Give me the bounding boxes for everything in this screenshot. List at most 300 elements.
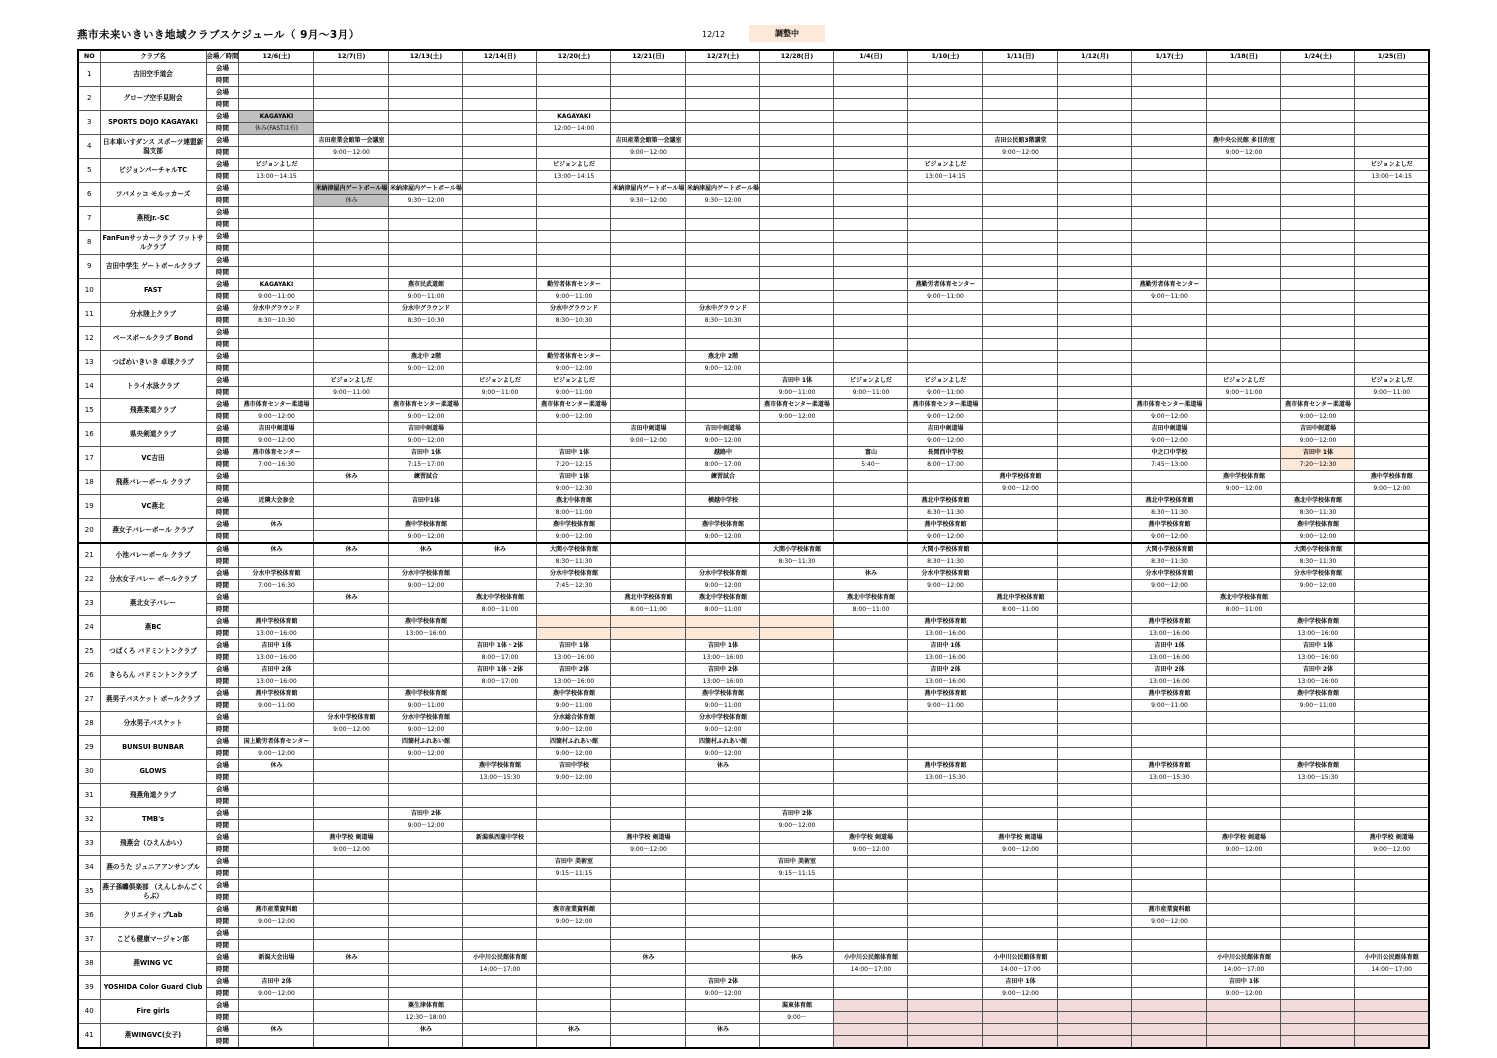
empty-cell (1281, 171, 1355, 183)
empty-cell (239, 928, 314, 940)
venue-label: 会場 (206, 447, 239, 459)
club-row-venue (78, 159, 1429, 171)
venue-label: 会場 (206, 399, 239, 411)
venue-cell: 横越中学校 (686, 495, 760, 507)
empty-cell (1355, 111, 1429, 123)
time-label: 時間 (206, 195, 239, 207)
empty-cell (1281, 339, 1355, 351)
time-cell: 9:00～12:00 (239, 435, 314, 447)
empty-cell (834, 219, 908, 231)
empty-cell (983, 183, 1058, 195)
time-label: 時間 (206, 652, 239, 664)
venue-cell: 勤労者体育センター (537, 279, 611, 291)
empty-cell (983, 339, 1058, 351)
empty-cell (1132, 820, 1207, 832)
time-cell: 9:00～11:00 (1132, 700, 1207, 712)
empty-cell (314, 676, 389, 688)
empty-cell (463, 580, 537, 592)
status-badge: 調整中 (749, 25, 825, 42)
club-number: 14 (78, 375, 100, 399)
club-name: 小池バレーボール クラブ (100, 543, 206, 568)
empty-cell (1058, 988, 1132, 1000)
empty-cell (1355, 195, 1429, 207)
time-cell: 9:00～12:00 (389, 580, 463, 592)
time-cell: 9:00～12:00 (686, 580, 760, 592)
club-row-time (78, 99, 1429, 111)
empty-cell (1281, 375, 1355, 387)
club-row-time (78, 796, 1429, 808)
empty-cell (239, 531, 314, 544)
club-row-time (78, 459, 1429, 471)
empty-cell (1281, 928, 1355, 940)
venue-cell: ビジョンよしだ (1355, 375, 1429, 387)
empty-cell (389, 87, 463, 99)
empty-cell (389, 171, 463, 183)
club-name: つばめいきいき 卓球クラブ (100, 351, 206, 375)
empty-cell (1281, 123, 1355, 135)
time-cell: 9:00～12:00 (537, 772, 611, 784)
empty-cell (1058, 507, 1132, 519)
empty-cell (1207, 916, 1281, 928)
empty-cell (239, 507, 314, 519)
empty-cell (1132, 243, 1207, 255)
empty-cell (1132, 303, 1207, 315)
club-name: TMB's (100, 808, 206, 832)
venue-label: 会場 (206, 880, 239, 892)
time-cell: 9:00～11:00 (1281, 700, 1355, 712)
venue-cell: 富山 (834, 447, 908, 459)
empty-cell (834, 75, 908, 87)
time-cell: 9:00～12:00 (1281, 435, 1355, 447)
venue-cell: ビジョンよしだ (834, 375, 908, 387)
highlight-cell (1058, 1036, 1132, 1049)
empty-cell (983, 519, 1058, 531)
time-cell: 9:00～11:00 (239, 700, 314, 712)
empty-cell (1058, 183, 1132, 195)
empty-cell (834, 556, 908, 568)
empty-cell (834, 147, 908, 159)
time-label: 時間 (206, 459, 239, 471)
empty-cell (1207, 435, 1281, 447)
club-number: 22 (78, 568, 100, 592)
club-row-time (78, 724, 1429, 736)
empty-cell (611, 1036, 686, 1049)
club-row-venue (78, 87, 1429, 99)
highlight-cell (1355, 1012, 1429, 1024)
empty-cell (463, 159, 537, 171)
empty-cell (1355, 147, 1429, 159)
venue-cell: 潟東体育館 (760, 1000, 834, 1012)
empty-cell (1355, 243, 1429, 255)
empty-cell (389, 844, 463, 856)
empty-cell (983, 736, 1058, 748)
empty-cell (760, 988, 834, 1000)
empty-cell (389, 243, 463, 255)
venue-cell: 休み (314, 592, 389, 604)
empty-cell (834, 531, 908, 544)
empty-cell (389, 772, 463, 784)
highlight-cell (686, 628, 760, 640)
venue-cell: ビジョンよしだ (463, 375, 537, 387)
empty-cell (760, 327, 834, 339)
empty-cell (611, 279, 686, 291)
highlight-cell (908, 1000, 983, 1012)
empty-cell (1058, 291, 1132, 303)
venue-cell: 吉田中 2体 (686, 664, 760, 676)
empty-cell (1132, 880, 1207, 892)
empty-cell (983, 375, 1058, 387)
empty-cell (389, 556, 463, 568)
empty-cell (1058, 940, 1132, 952)
empty-cell (1281, 832, 1355, 844)
empty-cell (1207, 772, 1281, 784)
empty-cell (908, 351, 983, 363)
empty-cell (463, 87, 537, 99)
venue-cell: 練習試合 (389, 471, 463, 483)
empty-cell (1281, 291, 1355, 303)
empty-cell (834, 291, 908, 303)
empty-cell (389, 880, 463, 892)
venue-cell: 燕市体育センター柔道場 (239, 399, 314, 411)
venue-cell: ビジョンよしだ (1207, 375, 1281, 387)
empty-cell (389, 219, 463, 231)
empty-cell (686, 135, 760, 147)
venue-cell: 吉田中 1体 (1132, 640, 1207, 652)
time-cell: 9:00～12:00 (611, 147, 686, 159)
empty-cell (686, 772, 760, 784)
empty-cell (611, 543, 686, 556)
empty-cell (463, 928, 537, 940)
highlight-cell (908, 1036, 983, 1049)
empty-cell (686, 868, 760, 880)
empty-cell (760, 748, 834, 760)
time-cell: 9:00～11:00 (537, 700, 611, 712)
col-header-date: 12/14(日) (463, 50, 537, 63)
venue-cell: 燕北中学校体育館 (686, 592, 760, 604)
time-cell: 9:00～12:00 (314, 724, 389, 736)
venue-label: 会場 (206, 183, 239, 195)
empty-cell (1355, 676, 1429, 688)
time-label: 時間 (206, 171, 239, 183)
venue-cell: 吉田中 1体 (537, 640, 611, 652)
empty-cell (537, 988, 611, 1000)
venue-label: 会場 (206, 543, 239, 556)
empty-cell (314, 604, 389, 616)
time-label: 時間 (206, 435, 239, 447)
time-cell: 7:15～17:00 (389, 459, 463, 471)
club-row-time (78, 123, 1429, 135)
empty-cell (1355, 231, 1429, 243)
empty-cell (239, 724, 314, 736)
empty-cell (389, 928, 463, 940)
empty-cell (314, 880, 389, 892)
time-cell: 12:30～18:00 (389, 1012, 463, 1024)
time-cell: 9:00～12:00 (983, 988, 1058, 1000)
empty-cell (834, 928, 908, 940)
empty-cell (1207, 279, 1281, 291)
empty-cell (537, 423, 611, 435)
time-cell: 9:00～12:00 (389, 748, 463, 760)
empty-cell (834, 772, 908, 784)
venue-cell: 休み (686, 760, 760, 772)
empty-cell (1207, 568, 1281, 580)
time-cell: 9:00～12:00 (983, 844, 1058, 856)
empty-cell (389, 904, 463, 916)
empty-cell (1281, 592, 1355, 604)
venue-cell: 燕北中学校体育館 (1281, 495, 1355, 507)
club-number: 18 (78, 471, 100, 495)
empty-cell (463, 459, 537, 471)
venue-cell: 長岡西中学校 (908, 447, 983, 459)
empty-cell (1355, 447, 1429, 459)
club-name: ベースボールクラブ Bond (100, 327, 206, 351)
empty-cell (1281, 243, 1355, 255)
empty-cell (1355, 87, 1429, 99)
club-name: FanFunサッカークラブ フットサルクラブ (100, 231, 206, 255)
venue-label: 会場 (206, 976, 239, 988)
club-row-venue (78, 712, 1429, 724)
club-name: 燕女子バレーボール クラブ (100, 519, 206, 544)
time-cell: 9:00～11:00 (1207, 387, 1281, 399)
empty-cell (1355, 724, 1429, 736)
empty-cell (537, 231, 611, 243)
venue-cell: 吉田中 2体 (537, 664, 611, 676)
club-row-time (78, 820, 1429, 832)
empty-cell (834, 676, 908, 688)
empty-cell (1355, 988, 1429, 1000)
empty-cell (760, 928, 834, 940)
empty-cell (1132, 231, 1207, 243)
empty-cell (463, 171, 537, 183)
club-row-venue (78, 495, 1429, 507)
venue-cell: 吉田中 2体 (389, 808, 463, 820)
empty-cell (611, 519, 686, 531)
empty-cell (1207, 75, 1281, 87)
empty-cell (611, 772, 686, 784)
time-cell: 9:00～11:00 (389, 700, 463, 712)
empty-cell (463, 243, 537, 255)
empty-cell (686, 327, 760, 339)
empty-cell (463, 1012, 537, 1024)
empty-cell (1058, 568, 1132, 580)
club-row-time (78, 652, 1429, 664)
empty-cell (239, 808, 314, 820)
empty-cell (908, 724, 983, 736)
empty-cell (314, 808, 389, 820)
empty-cell (760, 207, 834, 219)
empty-cell (314, 616, 389, 628)
club-number: 23 (78, 592, 100, 616)
venue-label: 会場 (206, 1000, 239, 1012)
venue-cell: 休み (239, 543, 314, 556)
venue-cell: 燕中学校体育館 (1281, 519, 1355, 531)
empty-cell (314, 327, 389, 339)
empty-cell (983, 87, 1058, 99)
venue-cell: ビジョンよしだ (239, 159, 314, 171)
empty-cell (1207, 171, 1281, 183)
time-cell: 9:00～12:00 (1132, 411, 1207, 423)
highlight-cell (1132, 1012, 1207, 1024)
club-row-time (78, 195, 1429, 207)
venue-cell: 吉田中 1体 (389, 447, 463, 459)
venue-cell: 小中川公民館体育館 (1355, 952, 1429, 964)
empty-cell (314, 435, 389, 447)
empty-cell (314, 736, 389, 748)
empty-cell (463, 700, 537, 712)
empty-cell (314, 760, 389, 772)
empty-cell (537, 964, 611, 976)
venue-cell: 中之口中学校 (1132, 447, 1207, 459)
club-number: 3 (78, 111, 100, 135)
empty-cell (314, 99, 389, 111)
empty-cell (611, 664, 686, 676)
venue-cell: 大関小学校体育館 (1132, 543, 1207, 556)
col-header-date: 12/21(日) (611, 50, 686, 63)
empty-cell (463, 904, 537, 916)
empty-cell (463, 688, 537, 700)
empty-cell (389, 940, 463, 952)
empty-cell (463, 856, 537, 868)
empty-cell (611, 447, 686, 459)
time-cell: 8:30～11:30 (1281, 507, 1355, 519)
empty-cell (1058, 784, 1132, 796)
empty-cell (1355, 664, 1429, 676)
empty-cell (1355, 411, 1429, 423)
empty-cell (314, 892, 389, 904)
empty-cell (983, 916, 1058, 928)
empty-cell (389, 327, 463, 339)
venue-cell: 吉田中 美術室 (760, 856, 834, 868)
club-name: ビジョンパーチャルTC (100, 159, 206, 183)
empty-cell (611, 652, 686, 664)
time-label: 時間 (206, 556, 239, 568)
highlight-cell (1058, 1000, 1132, 1012)
empty-cell (1207, 736, 1281, 748)
time-cell: 13:00～14:15 (239, 171, 314, 183)
empty-cell (1281, 183, 1355, 195)
empty-cell (760, 1024, 834, 1036)
time-cell: 7:45～12:30 (537, 580, 611, 592)
empty-cell (314, 75, 389, 87)
highlight-cell (611, 616, 686, 628)
empty-cell (760, 339, 834, 351)
empty-cell (1355, 459, 1429, 471)
venue-label: 会場 (206, 231, 239, 243)
empty-cell (611, 459, 686, 471)
time-cell: 13:00～16:00 (1132, 652, 1207, 664)
empty-cell (908, 471, 983, 483)
venue-cell: 燕市体育センター (239, 447, 314, 459)
empty-cell (1355, 291, 1429, 303)
empty-cell (1132, 724, 1207, 736)
empty-cell (760, 664, 834, 676)
empty-cell (834, 63, 908, 75)
empty-cell (1281, 387, 1355, 399)
empty-cell (1058, 63, 1132, 75)
empty-cell (760, 892, 834, 904)
empty-cell (760, 171, 834, 183)
venue-cell: 吉田中 1体 (760, 375, 834, 387)
empty-cell (239, 592, 314, 604)
empty-cell (908, 123, 983, 135)
club-row-venue (78, 207, 1429, 219)
venue-cell: 新潟県西蒲中学校 (463, 832, 537, 844)
empty-cell (611, 796, 686, 808)
empty-cell (1281, 916, 1355, 928)
empty-cell (463, 279, 537, 291)
empty-cell (760, 255, 834, 267)
empty-cell (834, 435, 908, 447)
club-row-time (78, 676, 1429, 688)
empty-cell (389, 652, 463, 664)
empty-cell (314, 411, 389, 423)
empty-cell (1281, 63, 1355, 75)
empty-cell (239, 964, 314, 976)
empty-cell (611, 736, 686, 748)
empty-cell (389, 796, 463, 808)
col-header-no: NO (78, 50, 100, 63)
empty-cell (1207, 87, 1281, 99)
time-label: 時間 (206, 724, 239, 736)
empty-cell (239, 351, 314, 363)
empty-cell (1207, 159, 1281, 171)
venue-label: 会場 (206, 904, 239, 916)
time-label: 時間 (206, 796, 239, 808)
empty-cell (463, 363, 537, 375)
empty-cell (908, 808, 983, 820)
venue-cell: 吉田中学校 (537, 760, 611, 772)
empty-cell (834, 183, 908, 195)
empty-cell (1355, 351, 1429, 363)
club-number: 17 (78, 447, 100, 471)
empty-cell (1281, 952, 1355, 964)
empty-cell (834, 916, 908, 928)
club-row-venue (78, 303, 1429, 315)
club-row-time (78, 1036, 1429, 1049)
highlight-cell (983, 1000, 1058, 1012)
club-name: きららん バドミントンクラブ (100, 664, 206, 688)
empty-cell (314, 423, 389, 435)
venue-cell: 休み (611, 952, 686, 964)
empty-cell (686, 483, 760, 495)
venue-label: 会場 (206, 159, 239, 171)
empty-cell (983, 531, 1058, 544)
empty-cell (1058, 279, 1132, 291)
venue-cell: 小中川公民館体育館 (834, 952, 908, 964)
club-row-venue (78, 255, 1429, 267)
empty-cell (908, 87, 983, 99)
time-cell: 8:30～10:30 (389, 315, 463, 327)
time-cell: 8:30～11:30 (537, 556, 611, 568)
club-row-time (78, 1012, 1429, 1024)
empty-cell (314, 87, 389, 99)
empty-cell (389, 604, 463, 616)
empty-cell (1207, 423, 1281, 435)
empty-cell (239, 231, 314, 243)
empty-cell (834, 255, 908, 267)
empty-cell (1207, 820, 1281, 832)
venue-cell: 分水総合体育館 (537, 712, 611, 724)
empty-cell (834, 327, 908, 339)
empty-cell (1281, 327, 1355, 339)
empty-cell (686, 231, 760, 243)
club-row-time (78, 772, 1429, 784)
club-row-venue (78, 568, 1429, 580)
empty-cell (1132, 267, 1207, 279)
venue-label: 会場 (206, 568, 239, 580)
empty-cell (463, 616, 537, 628)
empty-cell (1058, 652, 1132, 664)
